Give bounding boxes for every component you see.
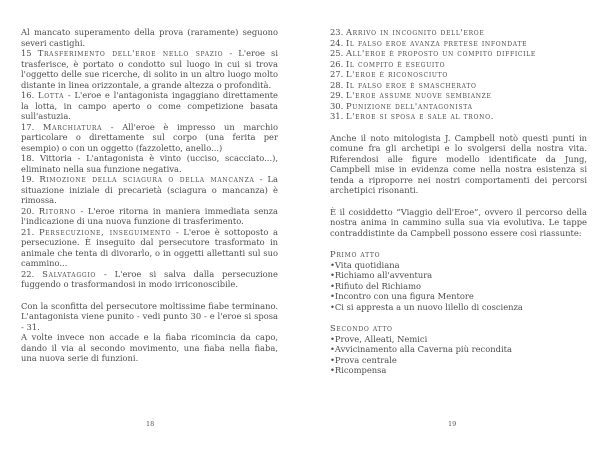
function-item: 28. Il falso eroe è smascherato xyxy=(330,79,477,90)
function-text: L'antagonista è vinto (ucciso, scacciato...), eliminato nella sua funzione negativa. xyxy=(21,153,279,174)
function-title: L'eroe è riconosciuto xyxy=(345,69,448,79)
list-item: • Vita quotidiana xyxy=(330,260,587,271)
function-number: 18 xyxy=(21,153,32,163)
function-number: 31 xyxy=(330,111,341,121)
function-title: All'eroe è proposto un compito difficile xyxy=(345,48,537,58)
function-item: 30. Punizione dell'antagonista xyxy=(330,100,473,111)
function-number: 26 xyxy=(330,58,341,69)
function-title: Punizione dell'antagonista xyxy=(345,100,473,111)
function-number: 16 xyxy=(21,90,32,100)
function-title: Arrivo in incognito dell'eroe xyxy=(345,27,485,37)
function-item: 26. Il compito è eseguito xyxy=(330,58,446,69)
right-page xyxy=(330,27,587,376)
function-21: 21. Persecuzione, inseguimento - L'eroe è sottoposto a persecuzione. È inseguito dal persecutore trasformato in animale che tenta di divorarlo, o in oggetti allettanti sul suo cammino... xyxy=(21,226,278,268)
page-number-left: 18 xyxy=(146,420,155,428)
function-text: All'eroe è impresso un marchio particolare o direttamente sul corpo (una ferita per esempio) o con un oggetto (fazzoletto, anello...) xyxy=(21,121,279,153)
function-title: Salvataggio xyxy=(42,268,97,279)
function-15: 15 Trasferimento dell'eroe nello spazio - L'eroe si trasferisce, è portato o condotto sul luogo in cui si trova l'oggetto delle sue ricerche, di solito in un altro luogo molto distante in linea orizzontale, a grande altezza o profondità. xyxy=(21,48,279,90)
list-item: • Incontro con una figura Mentore xyxy=(330,291,587,302)
function-number: 19 xyxy=(21,174,32,184)
function-title: Il compito è eseguito xyxy=(345,58,446,69)
function-text: L'eroe si trasferisce, è portato o condotto sul luogo in cui si trova l'oggetto delle sue ricerche, di solito in un altro luogo molto distante in linea orizzontale, a grande altezza o profondità. xyxy=(21,48,279,90)
list-item: • Prove, Alleati, Nemici xyxy=(330,334,587,345)
page-number-right: 19 xyxy=(448,420,457,428)
intro-paragraph: Al mancato superamento della prova (raramente) seguono severi castighi. xyxy=(21,27,278,48)
function-item: 31. L'eroe si sposa e sale al trono. xyxy=(330,111,494,121)
function-title: Persecuzione, inseguimento xyxy=(38,226,172,237)
function-number: 22 xyxy=(21,268,32,279)
function-text: L'eroe si salva dalla persecuzione fuggendo o trasformandosi in modo irriconoscibile. xyxy=(21,268,278,289)
function-title: Vittoria xyxy=(39,153,72,163)
function-title: Il falso eroe avanza pretese infondate xyxy=(345,37,528,48)
journey-paragraph: È il cosiddetto “Viaggio dell'Eroe”, ovvero il percorso della nostra anima in cammino sulla sua via evolutiva. Le tappe contraddistinte da Campbell possono essere così riassunte: xyxy=(330,206,587,238)
list-item: • Ci si appresta a un nuovo lilello di coscienza xyxy=(330,302,587,313)
function-text: La situazione iniziale di precarietà (sciagura o mancanza) è rimossa. xyxy=(21,174,278,205)
list-item: • Prova centrale xyxy=(330,355,587,366)
function-item: 29. L'eroe assume nuove sembianze xyxy=(330,90,492,100)
act-two-heading: Secondo atto xyxy=(330,323,393,333)
function-text: L'eroe è sottoposto a persecuzione. È inseguito dal persecutore trasformato in animale che tenta di divorarlo, o in oggetti allettanti sul suo cammino... xyxy=(21,226,278,268)
function-17: 17. Marchiatura - All'eroe è impresso un marchio particolare o direttamente sul corpo (una ferita per esempio) o con un oggetto (fazzoletto, anello...) xyxy=(21,121,279,153)
function-20: 20. Ritorno - L'eroe ritorna in maniera immediata senza l'indicazione di una nuova funzione di trasferimento. xyxy=(21,205,279,226)
list-item: • Richiamo all'avventura xyxy=(330,270,587,281)
function-number: 30 xyxy=(330,100,341,111)
function-number: 25 xyxy=(330,48,341,58)
function-number: 23 xyxy=(330,27,341,37)
list-item: • Rifiuto del Richiamo xyxy=(330,281,587,292)
function-title: L'eroe assume nuove sembianze xyxy=(345,90,492,100)
function-title: Trasferimento dell'eroe nello spazio xyxy=(37,48,224,58)
function-22: 22. Salvataggio - L'eroe si salva dalla persecuzione fuggendo o trasformandosi in modo irriconoscibile. xyxy=(21,268,278,289)
list-item: • Ricompensa xyxy=(330,365,587,376)
function-number: 15 xyxy=(21,48,32,58)
function-text: L'eroe e l'antagonista ingaggiano direttamente la lotta, in campo aperto o come competizione basata sull'astuzia. xyxy=(21,90,278,121)
list-item: • Avvicinamento alla Caverna più recondita xyxy=(330,344,587,355)
function-title: Ritorno xyxy=(38,205,76,216)
function-number: 20 xyxy=(21,205,32,216)
function-text: L'eroe ritorna in maniera immediata senza l'indicazione di una nuova funzione di trasferimento. xyxy=(21,205,279,226)
act-one-heading: Primo atto xyxy=(330,249,381,259)
function-item: 23. Arrivo in incognito dell'eroe xyxy=(330,27,485,37)
act-two-list xyxy=(330,334,587,376)
function-19: 19. Rimozione della sciagura o della mancanza - La situazione iniziale di precarietà (sciagura o mancanza) è rimossa. xyxy=(21,174,278,205)
function-item: 27. L'eroe è riconosciuto xyxy=(330,69,448,79)
function-number: 24 xyxy=(330,37,341,48)
function-number: 17 xyxy=(21,121,32,132)
function-title: Rimozione della sciagura o della mancanza xyxy=(39,174,255,184)
act-one-list xyxy=(330,260,587,313)
function-title: Lotta xyxy=(38,90,65,100)
function-number: 28 xyxy=(330,79,341,90)
function-item: 25. All'eroe è proposto un compito difficile xyxy=(330,48,537,58)
function-number: 21 xyxy=(21,226,32,237)
closing-paragraph: A volte invece non accade e la fiaba ricomincia da capo, dando il via al secondo movimento, una fiaba nella fiaba, una nuova serie di funzioni. xyxy=(21,332,278,363)
left-page xyxy=(21,27,278,364)
campbell-paragraph: Anche il noto mitologista J. Campbell notò questi punti in comune fra gli archetipi e lo svolgersi della nostra vita. Riferendosi alle figure modello identificate da Jung, Campbell mise in evidenza come nella nostra esistenza si tenda a riproporre nei nostri comportamenti dei percorsi archetipici risonanti. xyxy=(330,132,587,195)
function-18: 18. Vittoria - L'antagonista è vinto (ucciso, scacciato...), eliminato nella sua funzione negativa. xyxy=(21,153,279,174)
function-title: Il falso eroe è smascherato xyxy=(345,79,477,90)
closing-paragraph: Con la sconfitta del persecutore moltissime fiabe terminano. L'antagonista viene punito - vedi punto 30 - e l'eroe si sposa - 31. xyxy=(21,300,278,332)
function-number: 27 xyxy=(330,69,341,79)
function-16: 16. Lotta - L'eroe e l'antagonista ingaggiano direttamente la lotta, in campo aperto o come competizione basata sull'astuzia. xyxy=(21,90,278,121)
function-item: 24. Il falso eroe avanza pretese infondate xyxy=(330,37,528,48)
functions-list xyxy=(330,27,587,122)
function-title: L'eroe si sposa e sale al trono xyxy=(345,111,491,121)
function-title: Marchiatura xyxy=(42,121,103,132)
function-number: 29 xyxy=(330,90,341,100)
